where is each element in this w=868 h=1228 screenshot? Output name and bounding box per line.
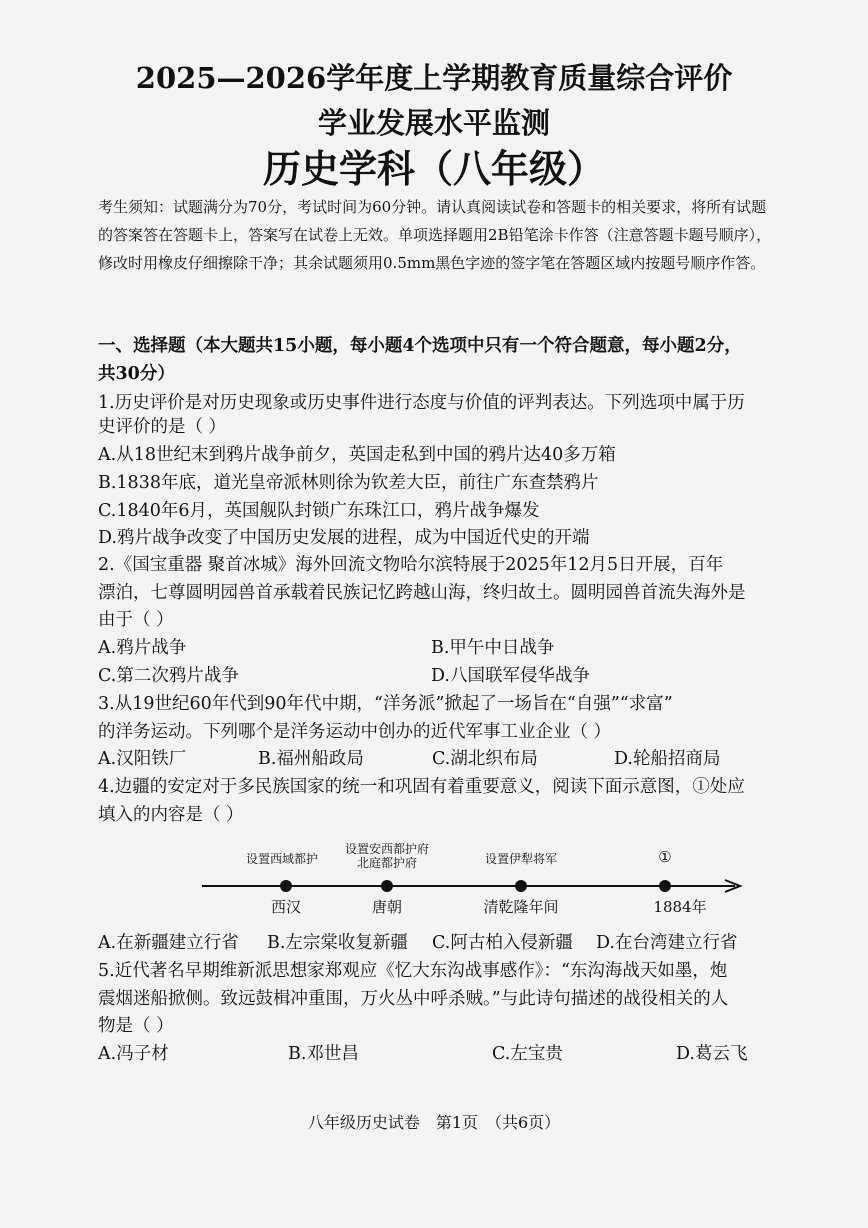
q3-stem-line2: 的洋务运动。下列哪个是洋务运动中创办的近代军事工业企业（ ） [98, 722, 612, 742]
timeline-point-tang [381, 880, 393, 892]
timeline-event-1-label: 设置西域都护 [245, 852, 319, 866]
q5-stem-line1: 5.近代著名早期维新派思想家郑观应《忆大东沟战事感作》：“东沟海战天如墨，炮 [98, 961, 728, 981]
timeline-point-1884 [659, 880, 671, 892]
q1-option-d: D.鸦片战争改变了中国历史发展的进程，成为中国近代史的开端 [98, 528, 590, 548]
q2-stem-line2: 漂泊，七尊圆明园兽首承载着民族记忆跨越山海，终归故土。圆明园兽首流失海外是 [98, 583, 746, 603]
q3-option-c: C.湖北织布局 [432, 749, 538, 769]
q1-option-a: A.从18世纪末到鸦片战争前夕，英国走私到中国的鸦片达40多万箱 [98, 445, 616, 465]
exam-title-line2: 学业发展水平监测 [317, 106, 550, 140]
q2-stem-line3: 由于（ ） [98, 610, 174, 630]
q3-option-b: B.福州船政局 [258, 749, 364, 769]
q5-stem-line3: 物是（ ） [98, 1016, 174, 1036]
q2-option-b: B.甲午中日战争 [431, 638, 555, 658]
q3-option-d: D.轮船招商局 [614, 749, 721, 769]
q4-option-a: A.在新疆建立行省 [98, 933, 239, 953]
q4-option-d: D.在台湾建立行省 [596, 933, 738, 953]
q1-stem-line1: 1.历史评价是对历史现象或历史事件进行态度与价值的评判表达。下列选项中属于历 [98, 393, 745, 413]
q2-option-c: C.第二次鸦片战争 [98, 666, 239, 686]
q5-option-c: C.左宝贵 [492, 1044, 563, 1064]
page-footer: 八年级历史试卷 第1页 （共6页） [307, 1113, 561, 1132]
q4-option-b: B.左宗棠收复新疆 [267, 933, 408, 953]
q4-option-c: C.阿古柏入侵新疆 [432, 933, 573, 953]
q1-option-b: B.1838年底，道光皇帝派林则徐为钦差大臣，前往广东查禁鸦片 [98, 473, 599, 493]
timeline-event-4-label: ① [658, 848, 672, 866]
q5-option-b: B.邓世昌 [288, 1044, 359, 1064]
q3-option-a: A.汉阳铁厂 [98, 749, 187, 769]
timeline-point-qianlong [515, 880, 527, 892]
exam-subject-title: 历史学科（八年级） [262, 146, 605, 191]
q4-stem-line1: 4.边疆的安定对于多民族国家的统一和巩固有着重要意义，阅读下面示意图，①处应 [98, 777, 745, 797]
exam-title-line1: 2025—2026学年度上学期教育质量综合评价 [135, 61, 733, 95]
timeline-period-4: 1884年 [653, 898, 707, 916]
section-heading-line1: 一、选择题（本大题共15小题，每小题4个选项中只有一个符合题意，每小题2分， [98, 336, 742, 356]
timeline-period-1: 西汉 [270, 898, 302, 916]
timeline-point-xihan [280, 880, 292, 892]
timeline-event-2-label [345, 842, 429, 870]
timeline-event-3-label: 设置伊犁将军 [484, 852, 558, 866]
q2-option-a: A.鸦片战争 [98, 638, 187, 658]
q4-stem-line2: 填入的内容是（ ） [98, 805, 244, 825]
q5-stem-line2: 震烟迷船掀侧。致远鼓楫冲重围，万火丛中呼杀贼。”与此诗句描述的战役相关的人 [98, 989, 729, 1009]
q1-stem-line2: 史评价的是（ ） [98, 417, 227, 437]
q5-option-d: D.葛云飞 [676, 1044, 748, 1064]
section-heading-line2: 共30分） [98, 364, 175, 384]
timeline-period-2: 唐朝 [371, 898, 403, 916]
timeline-event-2-label-line1: 设置安西都护府 [344, 842, 430, 856]
q2-stem-line1: 2.《国宝重器 聚首冰城》海外回流文物哈尔滨特展于2025年12月5日开展，百年 [98, 555, 724, 575]
q3-stem-line1: 3.从19世纪60年代到90年代中期，“洋务派”掀起了一场旨在“自强”“求富” [98, 694, 673, 714]
exam-notice: 考生须知：试题满分为70分，考试时间为60分钟。请认真阅读试卷和答题卡的相关要求，将所有试题的答案答在答题卡上，答案写在试卷上无效。单项选择题用2B铅笔涂卡作答（注意答题卡题号顺序），修改时用橡皮仔细擦除干净；其余试题须用0.5mm黑色字迹的签字笔在答题区域内按题号顺序作答。 [98, 198, 772, 272]
q2-option-d: D.八国联军侵华战争 [431, 666, 590, 686]
border-timeline-diagram [190, 838, 760, 928]
timeline-event-2-label-line2: 北庭都护府 [356, 856, 418, 870]
timeline-period-3: 清乾隆年间 [483, 898, 559, 916]
q1-option-c: C.1840年6月，英国舰队封锁广东珠江口，鸦片战争爆发 [98, 501, 540, 521]
q5-option-a: A.冯子材 [98, 1044, 169, 1064]
